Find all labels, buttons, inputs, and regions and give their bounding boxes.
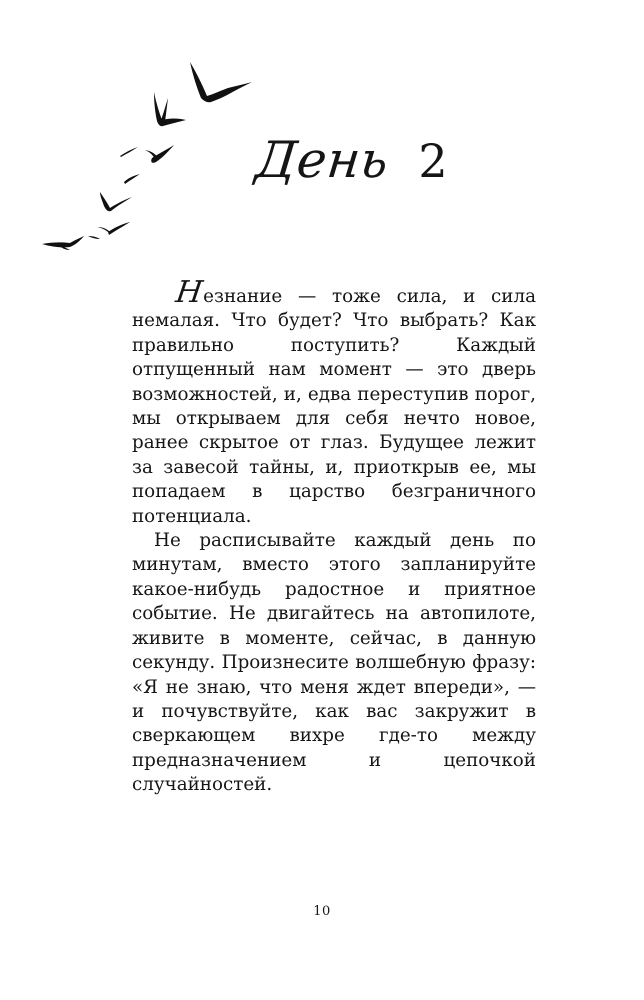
bird-icon: [161, 98, 168, 122]
bird-icon: [97, 227, 110, 233]
page-number: 10: [313, 904, 331, 919]
bird-icon: [151, 145, 174, 163]
paragraph-1-text: езнание — тоже сила, и сила немалая. Что будет? Что выбрать? Как правильно поступить? Каждый отпущенный нам момент — это дверь возможностей, и, едва переступив порог, мы открываем для себя нечто новое, ранее скрытое от глаз. Будущее лежит за завесой тайны, и, приоткрыв ее, мы попадаем в царство безграничного потенциала.: [132, 286, 536, 527]
bird-icon: [88, 236, 100, 239]
bird-icon: [120, 147, 138, 157]
bird-icon: [190, 62, 252, 102]
bird-icon: [108, 222, 130, 235]
paragraph-2: Не расписывайте каждый день по минутам, вместо этого запланируйте какое-нибудь радостное и приятное событие. Не двигайтесь на автопилоте, живите в моменте, сейчас, в данную секунду. Произнесите волшебную фразу: «Я не знаю, что меня ждет впереди», — и почувствуйте, как вас закружит в сверкающем вихре где-то между предназначением и цепочкой случайностей.: [132, 530, 536, 796]
bird-icon: [124, 174, 140, 184]
bird-icon: [42, 236, 84, 247]
bird-icon: [154, 92, 186, 126]
paragraph-1: Незнание — тоже сила, и сила немалая. Что будет? Что выбрать? Как правильно поступить? Каждый отпущенный нам момент — это дверь возможностей, и, едва переступив порог, мы открываем для себя нечто новое, ранее скрытое от глаз. Будущее лежит за завесой тайны, и, приоткрыв ее, мы попадаем в царство безграничного потенциала.: [132, 275, 536, 527]
bird-icon: [100, 192, 132, 211]
chapter-title-word: День: [252, 131, 392, 189]
flock-of-birds-icon: [0, 0, 300, 270]
chapter-heading: [252, 120, 456, 200]
chapter-number: 2: [418, 134, 448, 188]
chapter-body: [132, 275, 536, 798]
